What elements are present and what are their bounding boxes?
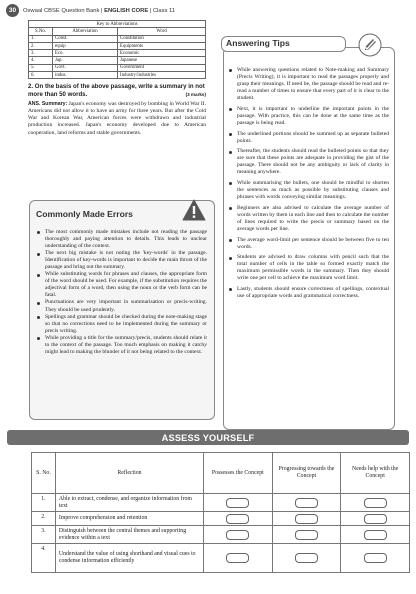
page-number: 30: [6, 4, 19, 17]
list-item: Thereafter, the students should read the bulleted points so that they are sure that these points are adequate in providing the gist of the passage. There should not be any ambiguity or lack of clarity in meaning anywhere.: [229, 148, 389, 176]
list-item: Next, it is important to underline the important points in the passage. With practice, this can be done at the same time as the passage is being read.: [229, 106, 389, 127]
bullet-icon: [37, 231, 40, 234]
needs-help-checkbox[interactable]: [364, 498, 387, 508]
assess-table: [31, 452, 410, 573]
table-row: 5. Govt. Government: [29, 64, 206, 71]
list-item: While summarising the bullets, one should be mindful to shorten the sentences as much as possible by substituting clauses and phrases with words conveying similar meanings.: [229, 180, 389, 201]
tips-header: [221, 36, 346, 52]
col-needs-help: Needs help with the Concept: [341, 453, 410, 494]
progressing-checkbox[interactable]: [295, 553, 318, 563]
col-possesses: Possesses the Concept: [203, 453, 272, 494]
bullet-icon: [37, 337, 40, 340]
reflection-text: Understand the value of using shorthand and visual cues to condense information efficiently: [55, 544, 203, 573]
bullet-icon: [229, 133, 232, 136]
header-subject: ENGLISH CORE: [104, 7, 149, 14]
assess-yourself-banner: [7, 430, 409, 445]
bullet-icon: [37, 302, 40, 305]
abbr-col-sno: S.No.: [29, 28, 53, 35]
answer-summary: [28, 101, 206, 136]
assess-title: ASSESS YOURSELF: [161, 432, 255, 443]
bullet-icon: [37, 253, 40, 256]
list-item: Lastly, students should ensure correctness of spellings, contextual use of appropriate words and grammatical correctness.: [229, 286, 389, 300]
tips-list: [229, 67, 389, 304]
bullet-icon: [37, 316, 40, 319]
abbr-col-abbreviation: Abbreviation: [53, 28, 118, 35]
table-row: 1. Const. Constitution: [29, 35, 206, 42]
progressing-checkbox[interactable]: [295, 514, 318, 524]
needs-help-checkbox[interactable]: [364, 514, 387, 524]
table-row: 1. Able to extract, condense, and organize information from text: [32, 494, 410, 512]
common-errors-box: [29, 200, 215, 420]
reflection-text: Distinguish between the central themes and supporting evidence within a text: [55, 526, 203, 544]
progressing-checkbox[interactable]: [295, 498, 318, 508]
list-item: While answering questions related to Note-making and Summary (Precis Writing), it is important to read the passages properly and grasp their meanings. If need be, the passage should be read and re-read a number of times to ensure that every part of it is clear to the student.: [229, 67, 389, 102]
list-item: The average word-limit per sentence should be between five to ten words.: [229, 237, 389, 251]
answer-text: Japan's economy was destroyed by bombing in World War II. Americans did not allow it to have an army for three years. But after the Cold War and Korean War, American forces were withdrawn and industrial production increased. Japan's economy developed due to American cooperation, land reforms and stable governments.: [28, 101, 206, 136]
header-text: Oswaal CBSE Question Bank | ENGLISH CORE | Class 11: [23, 7, 176, 14]
bullet-icon: [229, 257, 232, 260]
table-row: 6. indus. Industry/industries: [29, 72, 206, 79]
warning-icon: [182, 199, 206, 221]
question-text: On the basis of the above passage, write a summary in not more than 50 words.: [28, 83, 205, 98]
question-number: 2.: [28, 83, 34, 91]
col-sno: S. No.: [32, 453, 56, 494]
abbr-col-word: Word: [118, 28, 206, 35]
list-item: While substituting words for phrases and clauses, the appropriate form of the word should be used. For example, if the substitution requires the adjectival form of a word, then using the noun or the verb form can be fatal.: [37, 271, 207, 299]
table-row: 4. Understand the value of using shorthand and visual cues to condense information efficiently: [32, 544, 410, 573]
col-progressing: Progressing towards the Concept: [272, 453, 341, 494]
list-item: Beginners are also advised to calculate the average number of words written by them in each line and then to calculate the number of lines required to write the precis or summary based on the average words per line.: [229, 205, 389, 233]
answer-label: ANS. Summary:: [28, 101, 68, 108]
table-row: 3. Distinguish between the central themes and supporting evidence within a text: [32, 526, 410, 544]
col-reflection: Reflection: [55, 453, 203, 494]
left-column: [28, 20, 206, 137]
bullet-icon: [229, 69, 232, 72]
list-item: While providing a title for the summary/precis, students should relate it to the context of the passage. Too much emphasis on making it catchy might lead to making the blunder of it not being related to the context.: [37, 335, 207, 356]
bullet-icon: [229, 239, 232, 242]
question-marks: (3 marks): [185, 91, 206, 97]
errors-title: Commonly Made Errors: [36, 209, 133, 219]
bullet-icon: [229, 108, 232, 111]
bullet-icon: [229, 151, 232, 154]
bullet-icon: [229, 207, 232, 210]
list-item: The next big mistake is not noting the 'key-words' in the passage. Identification of key-words is important to decide the main thrust of the passage and bring out the summary.: [37, 250, 207, 271]
list-item: Spellings and grammar should be checked during the note-making stage so that no corrections need to be implemented during the summary or precis writing.: [37, 314, 207, 335]
needs-help-checkbox[interactable]: [364, 553, 387, 563]
bullet-icon: [229, 182, 232, 185]
tips-title: Answering Tips: [226, 38, 290, 48]
table-row: 2. equip Equipments: [29, 42, 206, 49]
pencil-check-icon: [358, 33, 382, 57]
abbr-caption: Key to Abbreviations: [29, 21, 206, 28]
list-item: The underlined portions should be summed up as separate bulleted points.: [229, 131, 389, 145]
errors-list: [37, 229, 207, 356]
possesses-checkbox[interactable]: [226, 530, 249, 540]
table-row: 4. Jap. Japanese: [29, 57, 206, 64]
reflection-text: Able to extract, condense, and organize information from text: [55, 494, 203, 512]
possesses-checkbox[interactable]: [226, 498, 249, 508]
abbreviations-table: [28, 20, 206, 79]
needs-help-checkbox[interactable]: [364, 530, 387, 540]
table-row: 2. Improve comprehension and retention: [32, 512, 410, 526]
reflection-text: Improve comprehension and retention: [55, 512, 203, 526]
page-header: [6, 4, 410, 17]
list-item: Punctuations are very important in summarisation or precis-writing. They should be used prudently.: [37, 299, 207, 313]
table-row: 3. Eco. Economic: [29, 50, 206, 57]
bullet-icon: [229, 288, 232, 291]
list-item: Students are advised to draw columns with pencil such that the total number of cells in the table so formed exactly match the maximum permissible words in the summary. Then they should write one per cell to achieve the maximum word limit.: [229, 254, 389, 282]
progressing-checkbox[interactable]: [295, 530, 318, 540]
possesses-checkbox[interactable]: [226, 553, 249, 563]
question-2: [28, 83, 206, 98]
list-item: The most commonly made mistakes include not reading the passage thoroughly and paying attention to details. This leads to unclear understanding of the context.: [37, 229, 207, 250]
bullet-icon: [37, 274, 40, 277]
possesses-checkbox[interactable]: [226, 514, 249, 524]
